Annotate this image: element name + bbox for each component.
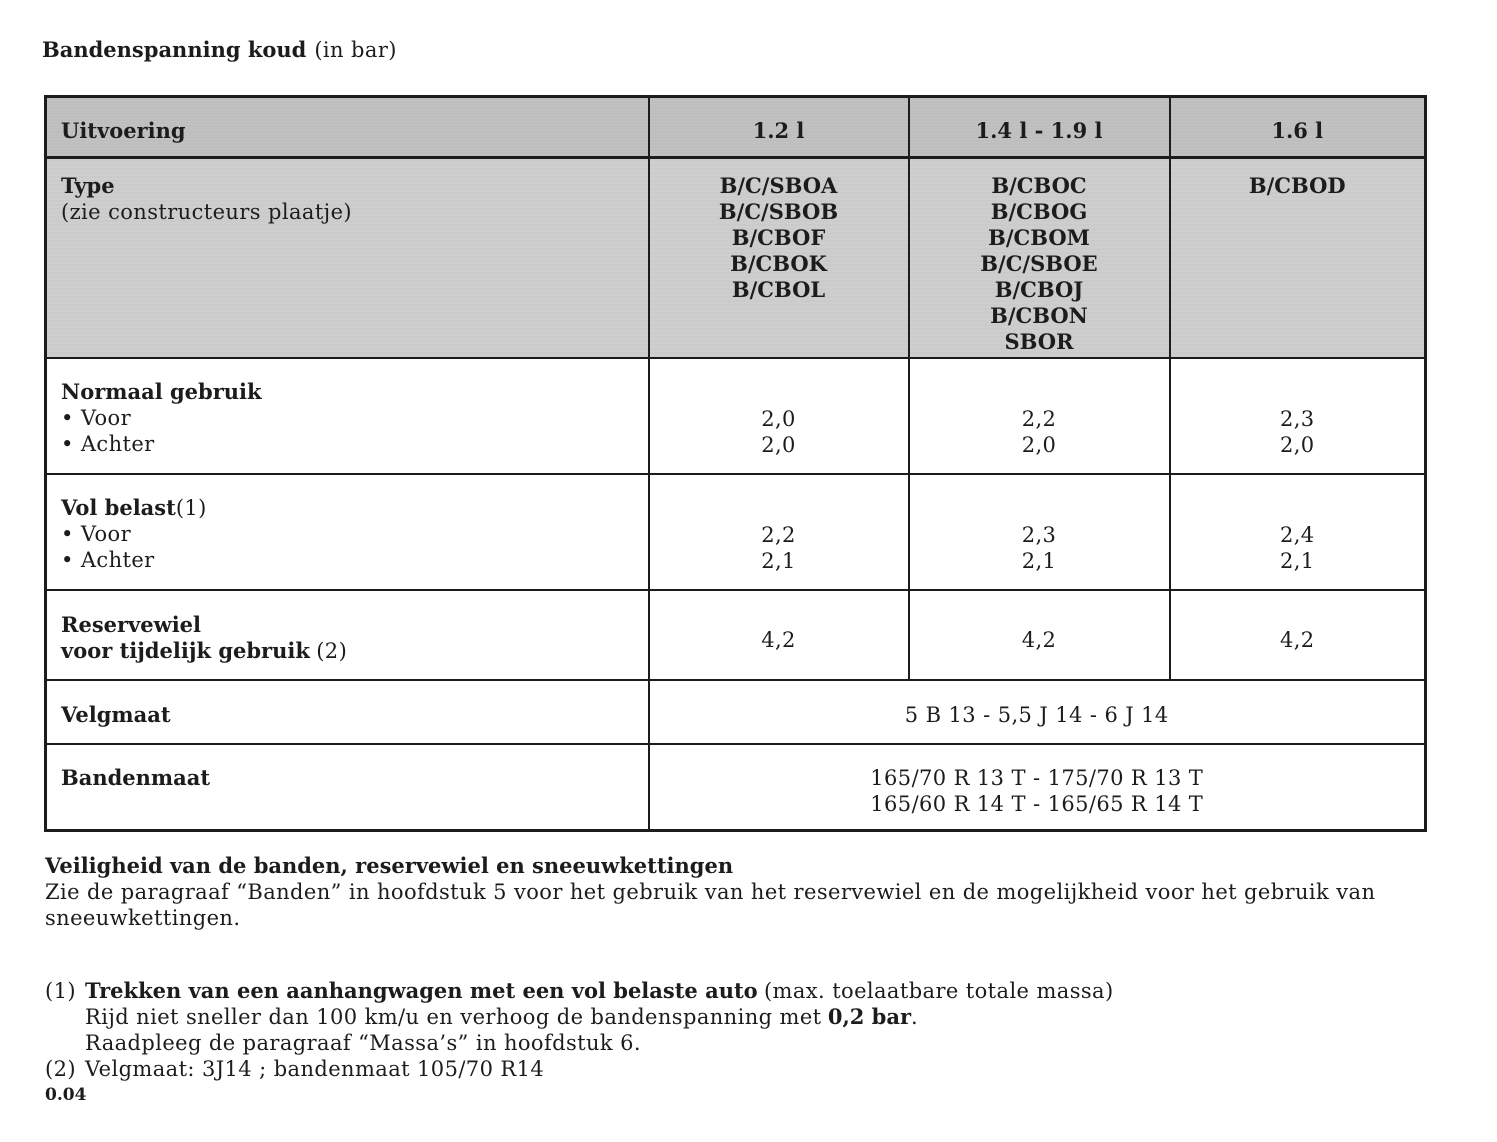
spare-wheel-cell-1-6l (1170, 590, 1426, 680)
rim-size-label: Velgmaat (61, 701, 171, 727)
normal-use-cell-1-6l (1170, 358, 1426, 474)
type-label-cell (46, 158, 649, 358)
type-code: B/CBOM (988, 225, 1090, 250)
front-pressure: 2,2 (1021, 406, 1057, 431)
rim-size-label-cell (46, 680, 649, 744)
rear-pressure: 2,1 (1279, 548, 1315, 573)
type-cell-1-2l (649, 158, 909, 358)
rim-size-value-cell (649, 680, 1426, 744)
full-load-label: Vol belast (61, 494, 176, 520)
type-code: B/C/SBOE (980, 251, 1098, 276)
tyre-size-value: 165/70 R 13 T - 175/70 R 13 T (870, 765, 1204, 790)
footnote-line: Velgmaat: 3J14 ; bandenmaat 105/70 R14 (85, 1057, 545, 1081)
front-label: • Voor (61, 521, 132, 546)
full-load-cell-1-4l-1-9l (909, 474, 1170, 590)
spare-wheel-sublabel-line (61, 638, 648, 664)
type-code: B/CBOC (991, 173, 1087, 198)
type-cell-1-4l-1-9l (909, 158, 1170, 358)
spare-wheel-label-cell (46, 590, 649, 680)
header-cell-1-4l-1-9l (909, 97, 1170, 158)
type-code: SBOR (1004, 329, 1074, 354)
type-code: B/CBON (990, 303, 1088, 328)
tyre-size-value-cell (649, 744, 1426, 831)
footnote-2 (45, 1056, 1114, 1082)
full-load-cell-1-2l (649, 474, 909, 590)
spare-pressure: 4,2 (1279, 627, 1315, 652)
tyre-size-value: 165/60 R 14 T - 165/65 R 14 T (870, 791, 1204, 816)
title-main: Bandenspanning koud (42, 37, 307, 62)
rear-pressure: 2,1 (1021, 548, 1057, 573)
tyre-size-label: Bandenmaat (61, 764, 211, 790)
footnote-normal-text: (max. toelaatbare totale massa) (763, 979, 1114, 1003)
safety-heading: Veiligheid van de banden, reservewiel en sneeuwkettingen (45, 853, 734, 878)
header-cell-1-6l (1170, 97, 1426, 158)
footnote-body (85, 978, 1114, 1056)
normal-use-label-cell (46, 358, 649, 474)
spare-wheel-cell-1-4l-1-9l (909, 590, 1170, 680)
full-load-cell-1-6l (1170, 474, 1426, 590)
rear-label: • Achter (61, 547, 155, 572)
spare-wheel-row (46, 590, 1426, 680)
type-row (46, 158, 1426, 358)
type-label: Type (61, 173, 115, 198)
type-code: B/CBOK (730, 251, 827, 276)
header-cell-1-2l (649, 97, 909, 158)
type-sublabel: (zie constructeurs plaatje) (61, 200, 352, 224)
column-heading-1-4l-1-9l: 1.4 l - 1.9 l (975, 118, 1103, 143)
rear-pressure: 2,1 (761, 548, 796, 573)
title-unit: (in bar) (314, 38, 397, 62)
footnote-body (85, 1056, 544, 1082)
type-cell-1-6l (1170, 158, 1426, 358)
type-code: B/CBOL (731, 277, 826, 302)
footnote-1 (45, 978, 1114, 1056)
spare-wheel-label: Reservewiel (61, 611, 202, 637)
safety-text-line: sneeuwkettingen. (45, 906, 241, 930)
tyre-size-label-cell (46, 744, 649, 831)
column-heading-1-2l: 1.2 l (752, 118, 805, 143)
type-code: B/CBOJ (994, 277, 1084, 302)
page-title (42, 37, 397, 63)
header-label: Uitvoering (61, 118, 186, 143)
rear-pressure: 2,0 (761, 432, 796, 457)
type-code: B/CBOF (731, 225, 826, 250)
footnote-marker: (2) (45, 1057, 76, 1081)
page-number: 0.04 (45, 1085, 87, 1105)
spare-wheel-sublabel: voor tijdelijk gebruik (61, 637, 310, 663)
safety-text-line: Zie de paragraaf “Banden” in hoofdstuk 5 voor het gebruik van het reservewiel en de mogelijkheid voor het gebruik van (45, 880, 1376, 904)
column-heading-1-6l: 1.6 l (1271, 118, 1324, 143)
front-pressure: 2,3 (1021, 522, 1057, 547)
front-pressure: 2,2 (761, 522, 796, 547)
rear-pressure: 2,0 (1279, 432, 1315, 457)
type-code: B/C/SBOB (718, 199, 839, 224)
footnote-line (85, 978, 1114, 1004)
normal-use-row (46, 358, 1426, 474)
front-pressure: 2,0 (761, 406, 796, 431)
normal-use-label: Normaal gebruik (61, 378, 262, 404)
full-load-heading (61, 495, 648, 521)
footnote-text: Rijd niet sneller dan 100 km/u en verhoog de bandenspanning met (85, 1005, 822, 1029)
footnote-line (85, 1004, 1114, 1030)
footnote-bold-text: Trekken van een aanhangwagen met een vol belaste auto (85, 978, 758, 1003)
header-row (46, 97, 1426, 158)
full-load-label-cell (46, 474, 649, 590)
footnotes (45, 978, 1114, 1082)
footnote-line: Raadpleeg de paragraaf “Massa’s” in hoofdstuk 6. (85, 1031, 641, 1055)
spare-pressure: 4,2 (1021, 627, 1057, 652)
type-code: B/CBOG (990, 199, 1088, 224)
rim-size-value: 5 B 13 - 5,5 J 14 - 6 J 14 (904, 702, 1169, 727)
rear-label: • Achter (61, 431, 155, 456)
rim-size-row (46, 680, 1426, 744)
type-code: B/C/SBOA (719, 173, 838, 198)
front-pressure: 2,4 (1279, 522, 1315, 547)
front-label: • Voor (61, 405, 132, 430)
footnote-pressure-increase: 0,2 bar (827, 1004, 912, 1029)
normal-use-cell-1-4l-1-9l (909, 358, 1170, 474)
normal-use-cell-1-2l (649, 358, 909, 474)
type-code: B/CBOD (1248, 173, 1346, 198)
footnote-period: . (911, 1005, 919, 1029)
tyre-size-row (46, 744, 1426, 831)
footnote-ref-1: (1) (175, 495, 207, 520)
spare-pressure: 4,2 (761, 627, 796, 652)
footnote-ref-2: (2) (316, 638, 348, 663)
tyre-pressure-table (44, 95, 1427, 832)
spare-wheel-cell-1-2l (649, 590, 909, 680)
safety-section (45, 853, 1375, 931)
header-label-cell (46, 97, 649, 158)
footnote-marker: (1) (45, 979, 76, 1003)
full-load-row (46, 474, 1426, 590)
rear-pressure: 2,0 (1021, 432, 1057, 457)
front-pressure: 2,3 (1279, 406, 1315, 431)
